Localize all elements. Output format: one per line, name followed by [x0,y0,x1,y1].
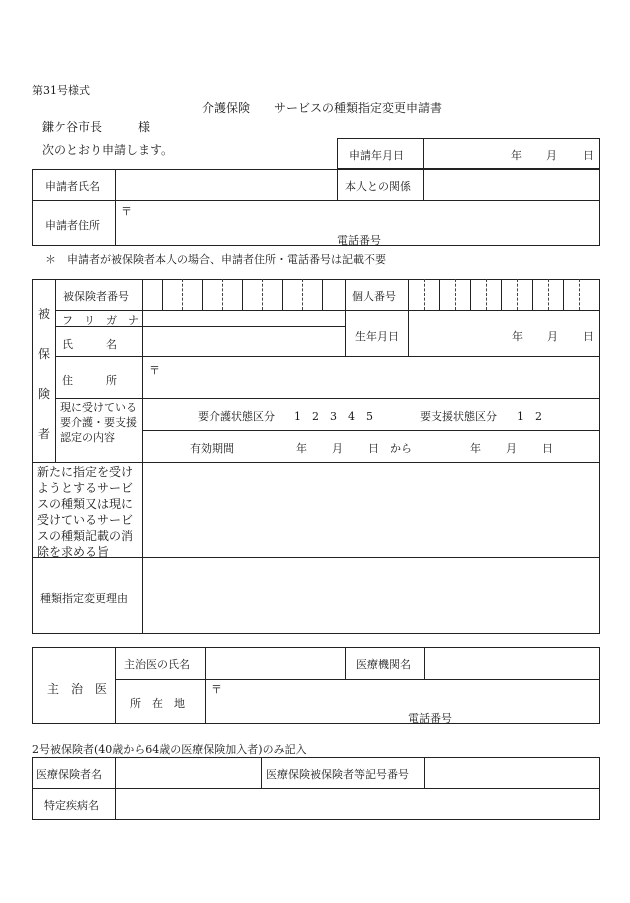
institution-field[interactable] [429,651,596,675]
institution-label: 医療機関名 [356,658,411,671]
intro-text: 次のとおり申請します。 [42,143,174,157]
insurer-label: 医療保険者名 [36,768,102,781]
insured-address-label: 住 所 [62,374,117,387]
insured-vertical-label-1: 被 [38,307,51,321]
care-level-label: 要介護状態区分 [198,410,275,423]
mynumber-label: 個人番号 [352,290,396,303]
addressee-mayor: 鎌ケ谷市長 [42,120,103,134]
doctor-section-label: 主 治 医 [47,682,108,696]
support-level-options[interactable]: 1 2 [517,410,542,423]
insured-name-label: 氏 名 [62,338,117,351]
insured-number-label: 被保険者番号 [63,290,129,303]
insured-address-field[interactable] [164,360,596,395]
period-to-day: 日 [542,442,553,455]
applicant-address-field[interactable] [135,203,595,229]
application-date-field[interactable] [430,142,590,166]
valid-period-label: 有効期間 [190,442,234,455]
support-level-label: 要支援状態区分 [420,410,497,423]
form-number: 第31号様式 [32,84,90,97]
birthdate-year: 年 [512,330,523,343]
period-to-year: 年 [470,442,481,455]
period-from-day: 日 [368,442,379,455]
doctor-address-field[interactable] [226,683,596,707]
period-from-month: 月 [332,442,343,455]
application-date-day: 日 [583,149,594,162]
birthdate-month: 月 [547,330,558,343]
insured-postal-mark: 〒 [149,364,160,377]
insured-vertical-label-3: 険 [38,387,51,401]
certification-label: 現に受けている要介護・要支援認定の内容 [60,401,137,444]
applicant-relation-field[interactable] [428,173,596,197]
furigana-label: フ リ ガ ナ [62,314,139,327]
insured-vertical-label-4: 者 [38,427,51,441]
doctor-postal-mark: 〒 [211,683,222,696]
change-reason-label: 種類指定変更理由 [40,592,128,605]
birthdate-field[interactable] [412,314,596,352]
period-to-month: 月 [506,442,517,455]
valid-period-field[interactable] [240,434,590,458]
type2-heading: 2号被保険者(40歳から64歳の医療保険加入者)のみ記入 [32,743,307,756]
period-from-suffix: から [390,442,412,455]
insured-number-label-type2: 医療保険被保険者等記号番号 [266,768,409,781]
disease-field[interactable] [120,792,596,816]
insured-number-field-type2[interactable] [429,761,596,785]
applicant-relation-label: 本人との関係 [345,180,411,193]
application-date-month: 月 [546,149,557,162]
page-title: 介護保険 サービスの種類指定変更申請書 [202,101,443,115]
applicant-name-field[interactable] [120,173,332,197]
insured-vertical-label-2: 保 [38,347,51,361]
applicant-name-label: 申請者氏名 [45,180,100,193]
applicant-address-label: 申請者住所 [45,219,100,232]
service-request-label: 新たに指定を受けようとするサービスの種類又は現に受けているサービスの種類記載の消除を求める旨 [37,465,134,559]
insurer-field[interactable] [120,761,256,785]
service-request-field[interactable] [146,466,596,553]
applicant-postal-mark: 〒 [121,205,132,218]
birthdate-day: 日 [583,330,594,343]
addressee-honorific: 様 [138,120,151,134]
doctor-phone-label: 電話番号 [408,712,452,725]
applicant-phone-label: 電話番号 [337,234,381,247]
mynumber-field[interactable] [409,280,599,309]
application-date-year: 年 [511,149,522,162]
birthdate-label: 生年月日 [355,330,399,343]
period-from-year: 年 [296,442,307,455]
insured-number-field[interactable] [143,280,344,309]
location-label: 所 在 地 [130,697,185,710]
note-text: ＊ 申請者が被保険者本人の場合、申請者住所・電話番号は記載不要 [45,253,386,266]
furigana-field[interactable] [146,311,342,325]
doctor-name-label: 主治医の氏名 [124,658,190,671]
application-date-label: 申請年月日 [349,149,404,162]
insured-name-field[interactable] [146,328,342,354]
care-level-options[interactable]: 1 2 3 4 5 [294,410,373,423]
doctor-name-field[interactable] [210,651,340,675]
change-reason-field[interactable] [146,561,596,630]
disease-label: 特定疾病名 [44,799,99,812]
